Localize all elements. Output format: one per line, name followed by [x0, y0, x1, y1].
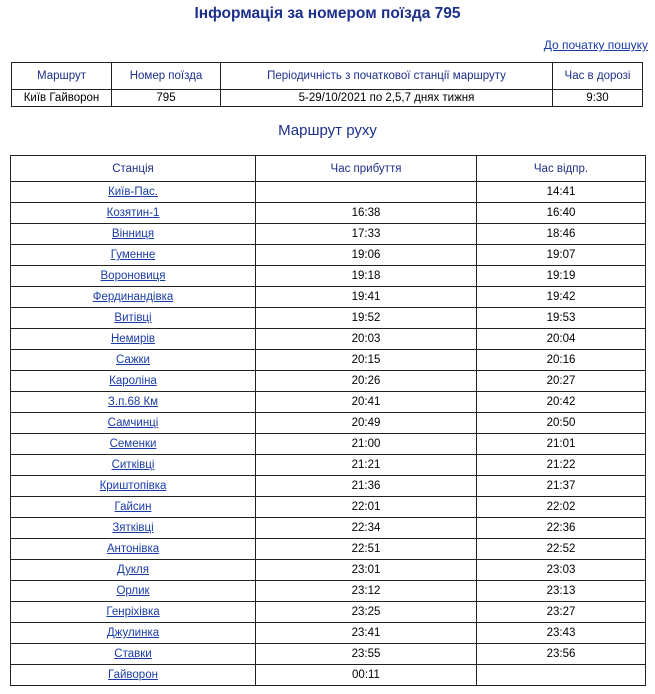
station-cell — [11, 182, 256, 203]
station-link[interactable]: Козятин-1 — [106, 207, 160, 219]
departure-time — [477, 665, 646, 686]
arrival-time: 20:15 — [256, 350, 477, 371]
station-cell — [11, 644, 256, 665]
station-link[interactable]: Вороновиця — [100, 270, 166, 282]
station-link[interactable]: Вінниця — [111, 228, 155, 240]
station-link[interactable]: Антонівка — [106, 543, 160, 555]
table-row — [11, 203, 646, 224]
departure-time: 14:41 — [477, 182, 646, 203]
station-cell — [11, 287, 256, 308]
arrival-time: 21:36 — [256, 476, 477, 497]
column-header-route: Маршрут — [12, 63, 112, 90]
column-header-arrival: Час прибуття — [256, 156, 477, 182]
station-cell — [11, 539, 256, 560]
station-cell — [11, 581, 256, 602]
departure-time: 23:56 — [477, 644, 646, 665]
departure-time: 23:03 — [477, 560, 646, 581]
departure-time: 19:53 — [477, 308, 646, 329]
station-link[interactable]: З.п.68 Км — [107, 396, 159, 408]
station-link[interactable]: Зятківці — [112, 522, 154, 534]
station-cell — [11, 245, 256, 266]
table-row — [11, 602, 646, 623]
table-row — [11, 644, 646, 665]
station-cell — [11, 497, 256, 518]
arrival-time: 19:06 — [256, 245, 477, 266]
train-info-row — [12, 90, 643, 107]
table-row — [11, 308, 646, 329]
table-row — [11, 371, 646, 392]
departure-time: 23:43 — [477, 623, 646, 644]
station-cell — [11, 413, 256, 434]
route-header-row — [11, 156, 646, 182]
arrival-time: 20:41 — [256, 392, 477, 413]
station-cell — [11, 518, 256, 539]
column-header-travel-time: Час в дорозі — [553, 63, 643, 90]
column-header-station: Станція — [11, 156, 256, 182]
table-row — [11, 329, 646, 350]
back-to-search-link[interactable]: До початку пошуку — [543, 38, 648, 52]
departure-time: 19:19 — [477, 266, 646, 287]
station-cell — [11, 329, 256, 350]
table-row — [11, 182, 646, 203]
departure-time: 22:52 — [477, 539, 646, 560]
station-link[interactable]: Гайсин — [114, 501, 152, 513]
departure-time: 20:04 — [477, 329, 646, 350]
station-link[interactable]: Гайворон — [108, 669, 158, 681]
table-row — [11, 539, 646, 560]
station-cell — [11, 203, 256, 224]
station-cell — [11, 455, 256, 476]
departure-time: 20:50 — [477, 413, 646, 434]
arrival-time: 20:03 — [256, 329, 477, 350]
train-info-header-row — [12, 63, 643, 90]
station-link[interactable]: Витівці — [114, 312, 152, 324]
arrival-time: 19:41 — [256, 287, 477, 308]
table-row — [11, 287, 646, 308]
departure-time: 23:27 — [477, 602, 646, 623]
station-cell — [11, 224, 256, 245]
station-cell — [11, 665, 256, 686]
station-link[interactable]: Орлик — [116, 585, 150, 597]
station-link[interactable]: Генріхівка — [106, 606, 160, 618]
arrival-time: 00:11 — [256, 665, 477, 686]
table-row — [11, 476, 646, 497]
departure-time: 16:40 — [477, 203, 646, 224]
train-number-value: 795 — [112, 90, 221, 107]
station-link[interactable]: Семенки — [109, 438, 157, 450]
column-header-periodicity: Періодичність з початкової станції маршруту — [221, 63, 553, 90]
arrival-time: 22:34 — [256, 518, 477, 539]
table-row — [11, 497, 646, 518]
station-link[interactable]: Гуменне — [110, 249, 156, 261]
station-cell — [11, 392, 256, 413]
departure-time: 22:36 — [477, 518, 646, 539]
station-cell — [11, 560, 256, 581]
arrival-time: 17:33 — [256, 224, 477, 245]
table-row — [11, 623, 646, 644]
arrival-time: 21:00 — [256, 434, 477, 455]
departure-time: 21:37 — [477, 476, 646, 497]
departure-time: 20:16 — [477, 350, 646, 371]
column-header-departure: Час відпр. — [477, 156, 646, 182]
station-cell — [11, 371, 256, 392]
table-row — [11, 434, 646, 455]
station-cell — [11, 266, 256, 287]
station-link[interactable]: Київ-Пас. — [108, 186, 158, 198]
station-link[interactable]: Дукля — [117, 564, 149, 576]
station-cell — [11, 623, 256, 644]
train-info-table — [11, 62, 643, 107]
route-value: Київ Гайворон — [12, 90, 112, 107]
page-title: Інформація за номером поїзда 795 — [194, 5, 461, 22]
arrival-time: 21:21 — [256, 455, 477, 476]
travel-time-value: 9:30 — [553, 90, 643, 107]
station-link[interactable]: Самчинці — [107, 417, 159, 429]
arrival-time: 23:12 — [256, 581, 477, 602]
arrival-time: 19:52 — [256, 308, 477, 329]
arrival-time: 22:01 — [256, 497, 477, 518]
route-table-body — [11, 182, 646, 686]
route-table — [10, 155, 646, 686]
arrival-time: 20:26 — [256, 371, 477, 392]
table-row — [11, 581, 646, 602]
station-link[interactable]: Фердинандівка — [92, 291, 174, 303]
station-link[interactable]: Немирів — [110, 333, 156, 345]
station-link[interactable]: Ситківці — [111, 459, 155, 471]
table-row — [11, 560, 646, 581]
table-row — [11, 245, 646, 266]
arrival-time: 22:51 — [256, 539, 477, 560]
arrival-time: 23:01 — [256, 560, 477, 581]
departure-time: 18:46 — [477, 224, 646, 245]
table-row — [11, 266, 646, 287]
arrival-time: 19:18 — [256, 266, 477, 287]
station-cell — [11, 602, 256, 623]
arrival-time — [256, 182, 477, 203]
station-link[interactable]: Сажки — [116, 354, 150, 366]
table-row — [11, 518, 646, 539]
arrival-time: 16:38 — [256, 203, 477, 224]
periodicity-value: 5-29/10/2021 по 2,5,7 днях тижня — [221, 90, 553, 107]
departure-time: 23:13 — [477, 581, 646, 602]
departure-time: 20:42 — [477, 392, 646, 413]
table-row — [11, 350, 646, 371]
station-cell — [11, 350, 256, 371]
table-row — [11, 455, 646, 476]
station-link[interactable]: Криштопівка — [99, 480, 167, 492]
station-cell — [11, 308, 256, 329]
arrival-time: 20:49 — [256, 413, 477, 434]
station-cell — [11, 476, 256, 497]
station-link[interactable]: Ставки — [114, 648, 152, 660]
table-row — [11, 392, 646, 413]
departure-time: 22:02 — [477, 497, 646, 518]
route-section-title: Маршрут руху — [278, 122, 377, 139]
column-header-train-number: Номер поїзда — [112, 63, 221, 90]
table-row — [11, 413, 646, 434]
station-cell — [11, 434, 256, 455]
table-row — [11, 665, 646, 686]
arrival-time: 23:41 — [256, 623, 477, 644]
departure-time: 21:22 — [477, 455, 646, 476]
departure-time: 21:01 — [477, 434, 646, 455]
station-link[interactable]: Кароліна — [109, 375, 157, 387]
arrival-time: 23:25 — [256, 602, 477, 623]
departure-time: 20:27 — [477, 371, 646, 392]
arrival-time: 23:55 — [256, 644, 477, 665]
departure-time: 19:42 — [477, 287, 646, 308]
station-link[interactable]: Джулинка — [106, 627, 160, 639]
departure-time: 19:07 — [477, 245, 646, 266]
table-row — [11, 224, 646, 245]
